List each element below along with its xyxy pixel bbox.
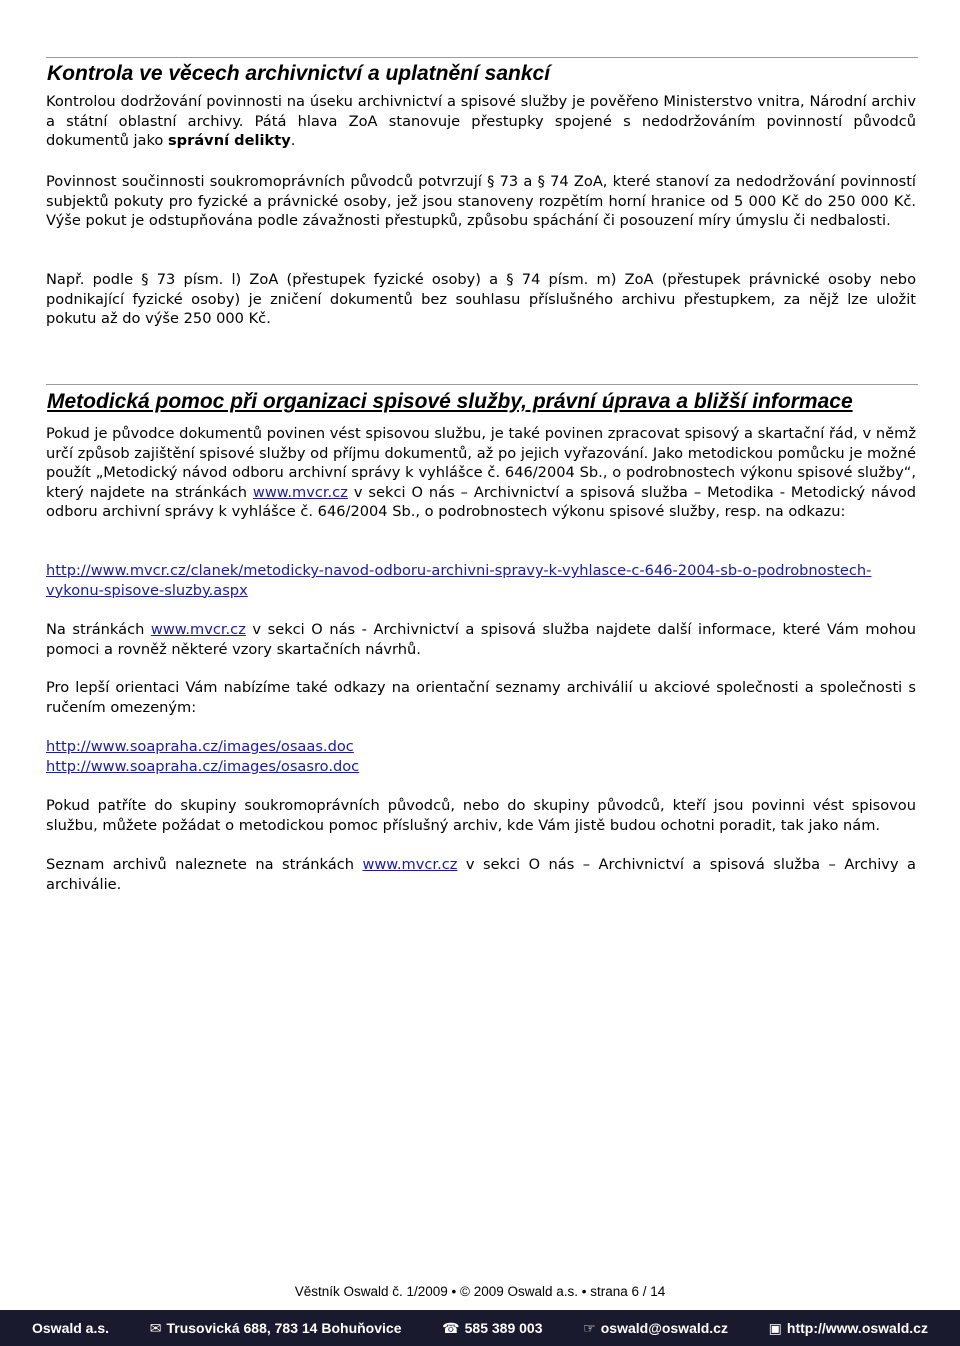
bold-term: správní delikty	[168, 132, 291, 150]
link-osasro[interactable]: http://www.soapraha.cz/images/osasro.doc	[46, 757, 360, 775]
paragraph-na-strankach: Na stránkách www.mvcr.cz v sekci O nás - Archivnictví a spisová služba najdete další informace, které Vám mohou pomoci a rovněž některé vzory skartačních návrhů.	[46, 621, 916, 658]
top-rule	[46, 57, 918, 58]
link-metodicky-navod[interactable]: http://www.mvcr.cz/clanek/metodicky-navod-odboru-archivni-spravy-k-vyhlasce-c-646-2004-sb-o-podrobnostech-vykonu-spisove-sluzby.aspx	[46, 562, 872, 599]
footer-phone: ☎ 585 389 003	[442, 1319, 543, 1336]
paragraph-napr: Např. podle § 73 písm. l) ZoA (přestupek fyzické osoby) a § 74 písm. m) ZoA (přestupek právnické osoby nebo podnikající fyzické osoby) je zničení dokumentů bez souhlasu příslušného archivu přestupkem, za nějž lze uložit pokutu až do výše 250 000 Kč.	[46, 271, 916, 328]
mail-pointer-icon: ☞	[583, 1319, 596, 1336]
footer-web[interactable]: ▣ http://www.oswald.cz	[768, 1319, 928, 1336]
paragraph-seznam-archivu: Seznam archivů naleznete na stránkách www.mvcr.cz v sekci O nás – Archivnictví a spisová služba – Archivy a archiválie.	[46, 856, 916, 893]
envelope-icon: ✉	[149, 1319, 162, 1336]
paragraph-url-metodika	[46, 561, 876, 600]
computer-icon: ▣	[768, 1319, 782, 1336]
phone-icon: ☎	[442, 1319, 460, 1336]
section-title-kontrola: Kontrola ve věcech archivnictví a uplatnění sankcí	[47, 62, 551, 85]
footer-address: ✉ Trusovická 688, 783 14 Bohuňovice	[149, 1319, 402, 1336]
paragraph-skupiny: Pokud patříte do skupiny soukromoprávních původců, nebo do skupiny původců, kteří jsou povinni vést spisovou službu, můžete požádat o metodickou pomoc příslušný archiv, kde Vám jistě budou ochotni poradit, tak jako nám.	[46, 797, 916, 834]
paragraph-orientace: Pro lepší orientaci Vám nabízíme také odkazy na orientační seznamy archiválií u akciové společnosti a společnosti s ručením omezeným:	[46, 679, 916, 716]
paragraph-metodicka-intro: Pokud je původce dokumentů povinen vést spisovou službu, je také povinen zpracovat spisový a skartační řád, v němž určí způsob zajištění spisové služby od příjmu dokumentů, až po jejich vyřazování. Jako metodickou pomůcku je možné použít „Metodický návod odboru archivní správy k vyhlášce č. 646/2004 Sb., o podrobnostech výkonu spisové služby“, který najdete na stránkách www.mvcr.cz v sekci O nás – Archivnictví a spisová služba – Metodika - Metodický návod odboru archivní správy k vyhlášce č. 646/2004 Sb., o podrobnostech výkonu spisové služby, resp. na odkazu:	[46, 425, 917, 521]
paragraph-kontrola-intro: Kontrolou dodržování povinnosti na úseku archivnictví a spisové služby je pověřeno Ministerstvo vnitra, Národní archiv a státní oblastní archivy. Pátá hlava ZoA stanovuje přestupky spojené s nedodržováním povinností původců dokumentů jako správní delikty.	[46, 93, 916, 150]
footer-email[interactable]: ☞ oswald@oswald.cz	[583, 1319, 728, 1336]
paragraph-links-soapraha	[46, 737, 916, 776]
link-mvcr[interactable]: www.mvcr.cz	[252, 483, 348, 501]
paragraph-povinnost: Povinnost součinnosti soukromoprávních původců potvrzují § 73 a § 74 ZoA, které stanoví za nedodržování povinností subjektů pokuty pro fyzické a právnické osoby, jež jsou stanoveny rozpětím horní hranice od 5 000 Kč do 250 000 Kč. Výše pokut je odstupňována podle závažnosti přestupků, způsobu spáchání či posouzení míry úmyslu či nedbalosti.	[46, 173, 916, 230]
footer-page-info: Věstník Oswald č. 1/2009 • © 2009 Oswald a.s. • strana 6 / 14	[294, 1284, 666, 1299]
middle-rule	[46, 384, 918, 385]
paragraph-text: Kontrolou dodržování povinnosti na úseku archivnictví a spisové služby je pověřeno Ministerstvo vnitra, Národní archiv a státní oblastní archivy. Pátá hlava ZoA stanovuje přestupky spojené s nedodržováním povinností původců dokumentů jako	[46, 93, 916, 150]
link-osaas[interactable]: http://www.soapraha.cz/images/osaas.doc	[46, 738, 354, 755]
footer-bar	[0, 1310, 960, 1346]
section-title-metodicka: Metodická pomoc při organizaci spisové služby, právní úprava a bližší informace	[47, 390, 853, 413]
footer-company: Oswald a.s.	[32, 1320, 110, 1336]
link-mvcr-2[interactable]: www.mvcr.cz	[150, 621, 246, 638]
link-mvcr-3[interactable]: www.mvcr.cz	[362, 856, 458, 873]
